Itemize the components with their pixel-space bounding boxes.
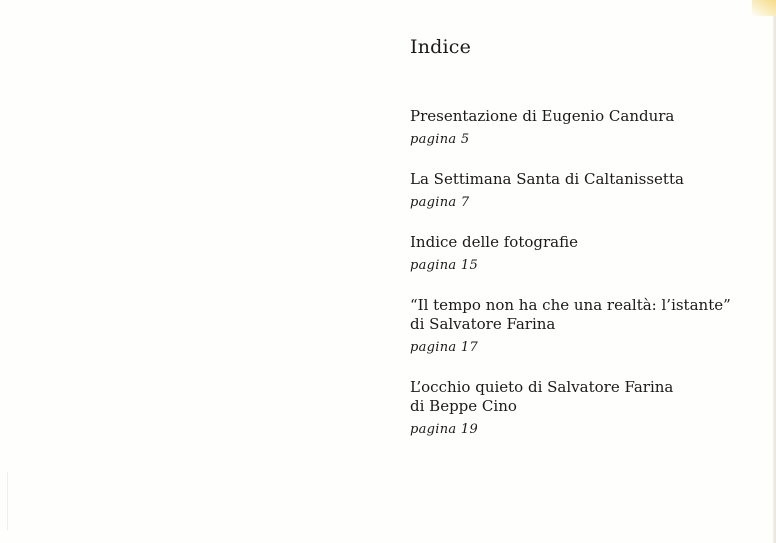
toc-entry-page: pagina 7	[410, 195, 470, 210]
toc-entry-settimana-santa	[410, 170, 750, 212]
toc-entry-title: Presentazione di Eugenio Candura	[410, 107, 675, 125]
toc-entry-page: pagina 19	[410, 422, 479, 437]
toc-entry-il-tempo	[410, 296, 750, 357]
toc-entry-author: di Beppe Cino	[410, 397, 517, 415]
page-title: Indice	[410, 36, 472, 58]
toc-entry-title: La Settimana Santa di Caltanissetta	[410, 170, 684, 188]
toc-entry-indice-fotografie	[410, 233, 750, 275]
table-of-contents	[410, 36, 750, 460]
toc-entry-title: “Il tempo non ha che una realtà: l’istante”	[410, 296, 731, 314]
toc-entry-presentazione	[410, 107, 750, 149]
toc-entry-page: pagina 5	[410, 132, 470, 147]
toc-entry-page: pagina 15	[410, 258, 479, 273]
toc-entry-author: di Salvatore Farina	[410, 315, 556, 333]
toc-entry-title: L’occhio quieto di Salvatore Farina	[410, 378, 674, 396]
corner-stain	[752, 0, 776, 16]
page-crease	[7, 472, 8, 530]
toc-entry-title: Indice delle fotografie	[410, 233, 578, 251]
toc-entry-page: pagina 17	[410, 340, 479, 355]
toc-entry-occhio-quieto	[410, 378, 750, 439]
